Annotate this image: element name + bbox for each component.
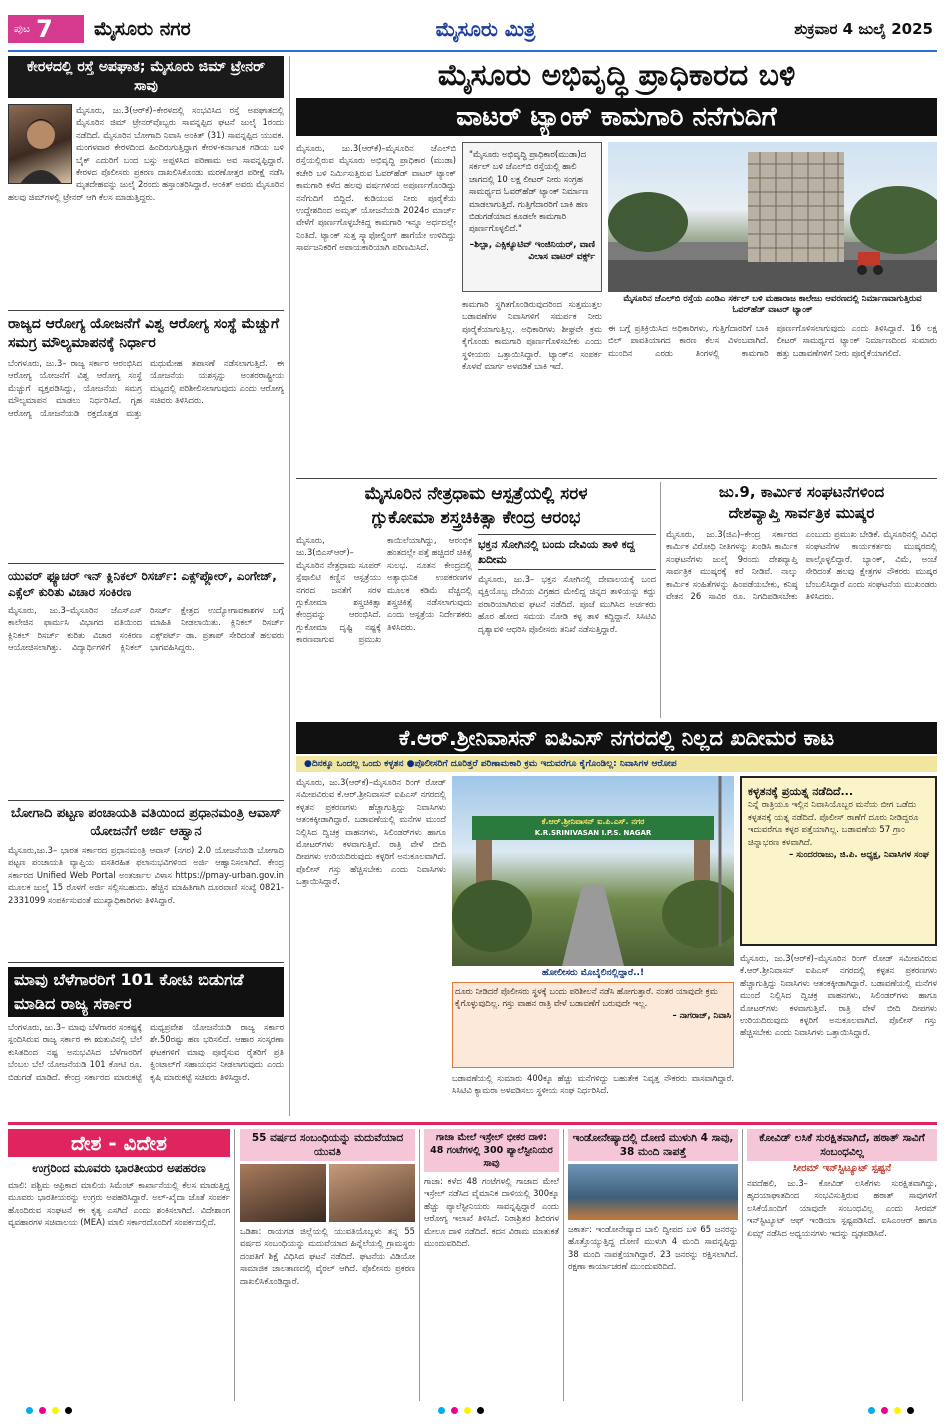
gate-notice [452, 982, 734, 1068]
page-number: 7 [36, 15, 53, 43]
world-banner: ದೇಶ - ವಿದೇಶ [8, 1129, 230, 1157]
gate-body: ಮೈಸೂರು, ಜು.3(ಆರ್‌ಕೆ)–ಮೈಸೂರಿನ ರಿಂಗ್ ರೋಡ್ ಸಮೀಪವಿರುವ ಕೆ.ಆರ್.ಶ್ರೀನಿವಾಸನ್ ಐಪಿಎಸ್ ನಗರದಲ್ಲಿ ಕಳ್ಳತನ ಪ್ರಕರಣಗಳು ಹೆಚ್ಚಾಗುತ್ತಿದ್ದು ನಿವಾಸಿಗಳು ಆತಂಕಕ್ಕೀಡಾಗಿದ್ದಾರೆ. ಬಡಾವಣೆಯಲ್ಲಿ ಮನೆಗಳ ಮುಂದೆ ನಿಲ್ಲಿಸಿದ ದ್ವಿಚಕ್ರ ವಾಹನಗಳು, ಸಿಲಿಂಡರ್‌ಗಳು ಹಾಗೂ ಮೋಟರ್‌ಗಳು ಕಳವಾಗುತ್ತಿವೆ. ರಾತ್ರಿ ವೇಳೆ ಬೀದಿ ದೀಪಗಳು ಉರಿಯದಿರುವುದು ಕಳ್ಳರಿಗೆ ಅನುಕೂಲವಾಗಿದೆ. ಪೊಲೀಸ್ ಗಸ್ತು ಹೆಚ್ಚಿಸಬೇಕು ಎಂದು ನಿವಾಸಿಗಳು ಒತ್ತಾಯಿಸಿದ್ದಾರೆ. [296, 777, 446, 887]
theft-body: ಮೈಸೂರು, ಜು.3– ಭಕ್ತನ ಸೋಗಿನಲ್ಲಿ ದೇವಾಲಯಕ್ಕೆ ಬಂದ ವ್ಯಕ್ತಿಯೊಬ್ಬ ದೇವಿಯ ವಿಗ್ರಹದ ಮೇಲಿದ್ದ ಚಿನ್ನದ ತಾಳಿಯನ್ನು ಕದ್ದು ಪರಾರಿಯಾಗಿರುವ ಘಟನೆ ನಡೆದಿದೆ. ಪೂಜೆ ಮುಗಿಸಿದ ಅರ್ಚಕರು ಹೊರ ಹೋದ ಸಮಯ ನೋಡಿ ಕಳ್ಳ ತಾಳಿ ಕದ್ದಿದ್ದಾನೆ. ಸಿಸಿಟಿವಿ ದೃಶ್ಯಾವಳಿ ಆಧರಿಸಿ ಪೊಲೀಸರು ತನಿಖೆ ನಡೆಸುತ್ತಿದ್ದಾರೆ. [478, 574, 656, 634]
lead-body-1: ಮೈಸೂರು, ಜು.3(ಆರ್‌ಕೆ)–ಮೈಸೂರಿನ ಜೆಎಲ್‌ಬಿ ರಸ್ತೆಯಲ್ಲಿರುವ ಮೈಸೂರು ಅಭಿವೃದ್ಧಿ ಪ್ರಾಧಿಕಾರ (ಮುಡಾ) ಕಚೇರಿ ಬಳಿ ನಿರ್ಮಿಸುತ್ತಿರುವ ಓವರ್‌ಹೆಡ್ ವಾಟರ್ ಟ್ಯಾಂಕ್ ಕಾಮಗಾರಿ ಕಳೆದ ಹಲವು ವರ್ಷಗಳಿಂದ ಅಪೂರ್ಣಗೊಂಡಿದ್ದು ನನೆಗುದಿಗೆ ಬಿದ್ದಿದೆ. ಕುಡಿಯುವ ನೀರು ಪೂರೈಕೆಯ ಉದ್ದೇಶದಿಂದ ಅಮೃತ್ ಯೋಜನೆಯಡಿ 2024ರ ಮಾರ್ಚ್ ವೇಳೆಗೆ ಪೂರ್ಣಗೊಳ್ಳಬೇಕಿದ್ದ ಕಾಮಗಾರಿ ಇನ್ನೂ ಅರ್ಧದಲ್ಲೇ ನಿಂತಿದೆ. ಟ್ಯಾಂಕ್ ಸುತ್ತ ಸ್ಕ್ಯಾಫೋಲ್ಡಿಂಗ್ ಹಾಗೆಯೇ ಉಳಿದಿದ್ದು ಸಾರ್ವಜನಿಕರಿಗೆ ಅಪಾಯಕಾರಿಯಾಗಿ ಪರಿಣಮಿಸಿದೆ. [296, 143, 456, 253]
world-b5: ನವದೆಹಲಿ, ಜು.3– ಕೋವಿಡ್ ಲಸಿಕೆಗಳು ಸುರಕ್ಷಿತವಾಗಿದ್ದು, ಹೃದಯಾಘಾತದಿಂದ ಸಂಭವಿಸುತ್ತಿರುವ ಹಠಾತ್ ಸಾವುಗಳಿಗೆ ಲಸಿಕೆಯೊಂದಿಗೆ ಯಾವುದೇ ಸಂಬಂಧವಿಲ್ಲ ಎಂದು ಸೀರಮ್ ಇನ್‌ಸ್ಟಿಟ್ಯೂಟ್ ಆಫ್ ಇಂಡಿಯಾ ಸ್ಪಷ್ಟಪಡಿಸಿದೆ. ಐಸಿಎಂಆರ್ ಹಾಗೂ ಏಮ್ಸ್ ನಡೆಸಿದ ಅಧ್ಯಯನಗಳು ಇದನ್ನು ದೃಢಪಡಿಸಿವೆ. [747, 1178, 937, 1238]
theft-headline: ಭಕ್ತನ ಸೋಗಿನಲ್ಲಿ ಬಂದು ದೇವಿಯ ತಾಳಿ ಕದ್ದ ಖದೀಮ [478, 534, 656, 570]
kerala-body: ಮೈಸೂರು, ಜು.3(ಆರ್‌ಕೆ)–ಕೇರಳದಲ್ಲಿ ಸಂಭವಿಸಿದ ರಸ್ತೆ ಅಪಘಾತದಲ್ಲಿ ಮೈಸೂರಿನ ಜಿಮ್ ಟ್ರೇನರ್‌ವೊಬ್ಬರು ಸಾವನ್ನಪ್ಪಿದ ಘಟನೆ ಜುಲೈ 1ರಂದು ನಡೆದಿದೆ. ಮೈಸೂರಿನ ಬೋಗಾದಿ ನಿವಾಸಿ ಅಂಕಿತ್ (31) ಸಾವನ್ನಪ್ಪಿದ ಯುವಕ. ಮಂಗಳವಾರ ಕೇರಳದಿಂದ ಹಿಂದಿರುಗುತ್ತಿದ್ದಾಗ ಕೇರಳ-ಕರ್ನಾಟಕ ಗಡಿಯ ಬಳಿ ಬೈಕ್ ಎದುರಿಗೆ ಬಂದ ಬಸ್ಸು ಅಪ್ಪಳಿಸಿದ ಪರಿಣಾಮ ಅವ ಸಾವನ್ನಪ್ಪಿದ್ದಾರೆ. ಕೇರಳದ ಪೊಲೀಸರು ಪ್ರಕರಣ ದಾಖಲಿಸಿಕೊಂಡು ಮರಣೋತ್ತರ ಪರೀಕ್ಷೆ ನಡೆಸಿ ಮೃತದೇಹವನ್ನು ಜುಲೈ 2ರಂದು ಹಸ್ತಾಂತರಿಸಿದ್ದಾರೆ. ಅಂಕಿತ್ ಅವರು ಮೈಸೂರಿನ ಹಲವು ಜಿಮ್‌ಗಳಲ್ಲಿ ಟ್ರೇನರ್ ಆಗಿ ಕೆಲಸ ಮಾಡುತ್ತಿದ್ದರು. [8, 105, 284, 202]
lead-headline-2: ವಾಟರ್ ಟ್ಯಾಂಕ್ ಕಾಮಗಾರಿ ನನೆಗುದಿಗೆ [296, 98, 937, 136]
lead-body-2: ಕಾಮಗಾರಿ ಸ್ಥಗಿತಗೊಂಡಿರುವುದರಿಂದ ಸುತ್ತಮುತ್ತಲ ಬಡಾವಣೆಗಳ ನಿವಾಸಿಗಳಿಗೆ ಸಮರ್ಪಕ ನೀರು ಪೂರೈಕೆಯಾಗುತ್ತಿಲ್ಲ. ಅಧಿಕಾರಿಗಳು ಶೀಘ್ರವೇ ಕ್ರಮ ಕೈಗೊಂಡು ಕಾಮಗಾರಿ ಪೂರ್ಣಗೊಳಿಸಬೇಕು ಎಂದು ಸ್ಥಳೀಯರು ಒತ್ತಾಯಿಸಿದ್ದಾರೆ. ಟ್ಯಾಂಕ್‌ನ ಸಂಪರ್ಕ ಕೊಳವೆ ಮಾರ್ಗ ಅಳವಡಿಕೆ ಬಾಕಿ ಇದೆ. [462, 299, 602, 372]
gate-board-english: K.R.SRINIVASAN I.P.S. NAGAR [534, 829, 652, 837]
glaucoma-headline-1: ಮೈಸೂರಿನ ನೇತ್ರಧಾಮ ಆಸ್ಪತ್ರೆಯಲ್ಲಿ ಸರಳ [364, 484, 588, 504]
water-tank-photo [608, 142, 937, 292]
page-number-box [8, 15, 84, 43]
newspaper-page [8, 8, 937, 1416]
gate-body-2: ಬಡಾವಣೆಯಲ್ಲಿ ಸುಮಾರು 400ಕ್ಕೂ ಹೆಚ್ಚು ಮನೆಗಳಿದ್ದು ಬಹುತೇಕ ನಿವೃತ್ತ ನೌಕರರು ವಾಸವಾಗಿದ್ದಾರೆ. ಸಿಸಿಟಿವಿ ಕ್ಯಾಮರಾ ಅಳವಡಿಸಲು ಸ್ಥಳೀಯ ಸಂಘ ನಿರ್ಧರಿಸಿದೆ. [452, 1073, 734, 1096]
world-h3: ಗಾಜಾ ಮೇಲೆ ಇಸ್ರೇಲ್ ಭೀಕರ ದಾಳಿ: 48 ಗಂಟೆಗಳಲ್ಲಿ 300 ಪ್ಯಾಲೆಸ್ಟೀನಿಯರ ಸಾವು [424, 1129, 559, 1172]
page-label: ಪುಟ [14, 22, 31, 35]
layout-gate-photo [452, 776, 734, 966]
world-h1: ಉಗ್ರರಿಂದ ಮೂವರು ಭಾರತೀಯರ ಅಪಹರಣ [32, 1161, 206, 1175]
gate-side-box [740, 776, 937, 946]
pmay-headline: ಬೋಗಾದಿ ಪಟ್ಟಣ ಪಂಚಾಯತಿ ವತಿಯಿಂದ ಪ್ರಧಾನಮಂತ್ರಿ ಆವಾಸ್ ಯೋಜನೆಗೆ ಅರ್ಜಿ ಆಹ್ವಾನ [10, 806, 282, 839]
world-b1: ಮಾಲಿ: ಪಶ್ಚಿಮ ಆಫ್ರಿಕಾದ ಮಾಲಿಯ ಸಿಮೆಂಟ್ ಕಾರ್ಖಾನೆಯಲ್ಲಿ ಕೆಲಸ ಮಾಡುತ್ತಿದ್ದ ಮೂವರು ಭಾರತೀಯರನ್ನು ಉಗ್ರರು ಅಪಹರಿಸಿದ್ದಾರೆ. ಅಲ್‌-ಖೈದಾ ಜೊತೆ ಸಂಪರ್ಕ ಹೊಂದಿರುವ ಸಂಘಟನೆ ಈ ಕೃತ್ಯ ಎಸಗಿದೆ ಎಂದು ಶಂಕಿಸಲಾಗಿದೆ. ವಿದೇಶಾಂಗ ವ್ಯವಹಾರಗಳ ಸಚಿವಾಲಯ (MEA) ಮಾಲಿ ಸರ್ಕಾರದೊಂದಿಗೆ ಸಂಪರ್ಕದಲ್ಲಿದೆ. [8, 1180, 230, 1228]
strike-headline-2: ದೇಶವ್ಯಾಪ್ತಿ ಸಾರ್ವತ್ರಿಕ ಮುಷ್ಕರ [728, 504, 875, 522]
health-body: ಬೆಂಗಳೂರು, ಜು.3– ರಾಜ್ಯ ಸರ್ಕಾರ ಆರಂಭಿಸಿದ ಆರೋಗ್ಯ ಯೋಜನೆಗೆ ವಿಶ್ವ ಆರೋಗ್ಯ ಸಂಸ್ಥೆ ಮೆಚ್ಚುಗೆ ವ್ಯಕ್ತಪಡಿಸಿದ್ದು, ಯೋಜನೆಯ ಸಮಗ್ರ ಮೌಲ್ಯಮಾಪನ ಮಾಡಲು ನಿರ್ಧರಿಸಿದೆ. ಗೃಹ ಆರೋಗ್ಯ ಯೋಜನೆಯಡಿ ರಕ್ತದೊತ್ತಡ ಮತ್ತು ಮಧುಮೇಹ ತಪಾಸಣೆ ನಡೆಸಲಾಗುತ್ತಿದೆ. ಈ ಯೋಜನೆಯ ಯಶಸ್ಸನ್ನು ಅಂತರರಾಷ್ಟ್ರೀಯ ಮಟ್ಟದಲ್ಲಿ ಪರಿಶೀಲಿಸಲಾಗುವುದು ಎಂದು ಆರೋಗ್ಯ ಸಚಿವರು ತಿಳಿಸಿದರು. [8, 358, 284, 418]
world-photo-1 [240, 1164, 326, 1222]
paper-name: ಮೈಸೂರು ಮಿತ್ರ [435, 17, 536, 41]
world-photo-2 [329, 1164, 415, 1222]
left-column [8, 56, 284, 1116]
color-registration-right [868, 1407, 914, 1414]
world-b2: ಒಡಿಶಾ: ರಾಯಗಡ ಜಿಲ್ಲೆಯಲ್ಲಿ ಯುವತಿಯೊಬ್ಬಳು ತನ್ನ 55 ವರ್ಷದ ಸಂಬಂಧಿಯನ್ನು ಮದುವೆಯಾದ ಹಿನ್ನೆಲೆಯಲ್ಲಿ ಗ್ರಾಮಸ್ಥರು ದಂಪತಿಗೆ ಶಿಕ್ಷೆ ವಿಧಿಸಿದ ಘಟನೆ ನಡೆದಿದೆ. ಘಟನೆಯ ವಿಡಿಯೋ ಸಾಮಾಜಿಕ ಜಾಲತಾಣದಲ್ಲಿ ವೈರಲ್ ಆಗಿದೆ. ಪೊಲೀಸರು ಪ್ರಕರಣ ದಾಖಲಿಸಿಕೊಂಡಿದ್ದಾರೆ. [240, 1226, 415, 1286]
lead-quote-box [462, 142, 602, 292]
color-registration-center [438, 1407, 484, 1414]
world-b3: ಗಾಜಾ: ಕಳೆದ 48 ಗಂಟೆಗಳಲ್ಲಿ ಗಾಜಾದ ಮೇಲೆ ಇಸ್ರೇಲ್ ನಡೆಸಿದ ವೈಮಾನಿಕ ದಾಳಿಯಲ್ಲಿ 300ಕ್ಕೂ ಹೆಚ್ಚು ಪ್ಯಾಲೆಸ್ಟೀನಿಯರು ಸಾವನ್ನಪ್ಪಿದ್ದಾರೆ ಎಂದು ಆರೋಗ್ಯ ಇಲಾಖೆ ತಿಳಿಸಿದೆ. ನಿರಾಶ್ರಿತರ ಶಿಬಿರಗಳ ಮೇಲೂ ದಾಳಿ ನಡೆದಿದೆ. ಕದನ ವಿರಾಮ ಮಾತುಕತೆ ಮುಂದುವರಿದಿದೆ. [424, 1176, 559, 1249]
color-registration-left [26, 1407, 72, 1414]
lead-body-3: ಈ ಬಗ್ಗೆ ಪ್ರತಿಕ್ರಿಯಿಸಿದ ಅಧಿಕಾರಿಗಳು, ಗುತ್ತಿಗೆದಾರರಿಗೆ ಬಾಕಿ ಬಿಲ್ ಪಾವತಿಯಾಗದ ಕಾರಣ ಕೆಲಸ ವಿಳಂಬವಾಗಿದೆ. ಮುಂದಿನ ಎರಡು ತಿಂಗಳಲ್ಲಿ ಕಾಮಗಾರಿ ಪೂರ್ಣಗೊಳಿಸಲಾಗುವುದು ಎಂದು ತಿಳಿಸಿದ್ದಾರೆ. 16 ಲಕ್ಷ ಲೀಟರ್ ಸಾಮರ್ಥ್ಯದ ಟ್ಯಾಂಕ್ ನಿರ್ಮಾಣದಿಂದ ಸುಮಾರು ಹತ್ತು ಬಡಾವಣೆಗಳಿಗೆ ನೀರು ಪೂರೈಕೆಯಾಗಲಿದೆ. [608, 323, 937, 358]
lead-story [296, 56, 937, 476]
gate-side-by: – ಸುಂದರರಾಜು, ಜಿ.ಪಿ. ಅಧ್ಯಕ್ಷ, ನಿವಾಸಿಗಳ ಸಂಘ [789, 850, 929, 861]
gate-side-title: ಕಳ್ಳತನಕ್ಕೆ ಪ್ರಯತ್ನ ನಡೆದಿದೆ... [748, 785, 854, 798]
glaucoma-body: ಮೈಸೂರು, ಜು.3(ಬಿಎಸ್‌ಆರ್)– ಮೈಸೂರಿನ ನೇತ್ರಧಾಮ ಸೂಪರ್ ಸ್ಪೆಷಾಲಿಟಿ ಕಣ್ಣಿನ ಆಸ್ಪತ್ರೆಯು ನಗರದ ಜನತೆಗೆ ಸರಳ ಗ್ಲುಕೋಮಾ ಶಸ್ತ್ರಚಿಕಿತ್ಸಾ ಕೇಂದ್ರವನ್ನು ಆರಂಭಿಸಿದೆ. ಗ್ಲುಕೋಮಾ ದೃಷ್ಟಿ ನಷ್ಟಕ್ಕೆ ಕಾರಣವಾಗುವ ಪ್ರಮುಖ ಕಾಯಿಲೆಯಾಗಿದ್ದು, ಆರಂಭಿಕ ಹಂತದಲ್ಲೇ ಪತ್ತೆ ಹಚ್ಚಿದರೆ ಚಿಕಿತ್ಸೆ ಸುಲಭ. ನೂತನ ಕೇಂದ್ರದಲ್ಲಿ ಅತ್ಯಾಧುನಿಕ ಉಪಕರಣಗಳ ಮೂಲಕ ಕಡಿಮೆ ವೆಚ್ಚದಲ್ಲಿ ಶಸ್ತ್ರಚಿಕಿತ್ಸೆ ನಡೆಸಲಾಗುವುದು ಎಂದು ಆಸ್ಪತ್ರೆಯ ನಿರ್ದೇಶಕರು ತಿಳಿಸಿದರು. [296, 535, 472, 645]
research-body: ಮೈಸೂರು, ಜು.3–ಮೈಸೂರಿನ ಜೆಎಸ್‌ಎಸ್ ಕಾಲೇಜಿನ ಫಾರ್ಮಸಿ ವಿಭಾಗದ ವತಿಯಿಂದ ಕ್ಲಿನಿಕಲ್ ರಿಸರ್ಚ್ ಕುರಿತು ವಿಚಾರ ಸಂಕಿರಣ ಆಯೋಜಿಸಲಾಗಿತ್ತು. ವಿದ್ಯಾರ್ಥಿಗಳಿಗೆ ಕ್ಲಿನಿಕಲ್ ರಿಸರ್ಚ್ ಕ್ಷೇತ್ರದ ಉದ್ಯೋಗಾವಕಾಶಗಳ ಬಗ್ಗೆ ಮಾಹಿತಿ ನೀಡಲಾಯಿತು. ಕ್ಲಿನಿಕಲ್ ರಿಸರ್ಚ್ ಎಕ್ಸ್‌ಪರ್ಟ್ ಡಾ. ಪ್ರತಾಪ್ ಸೇರಿದಂತೆ ಹಲವರು ಭಾಗವಹಿಸಿದ್ದರು. [8, 605, 284, 653]
world-h5: ಕೋವಿಡ್‌ ಲಸಿಕೆ ಸುರಕ್ಷಿತವಾಗಿದೆ, ಹಠಾತ್ ಸಾವಿಗೆ ಸಂಬಂಧವಿಲ್ಲ [747, 1129, 937, 1161]
gate-headline: ಕೆ.ಆರ್.ಶ್ರೀನಿವಾಸನ್ ಐಪಿಎಸ್ ನಗರದಲ್ಲಿ ನಿಲ್ಲದ ಖದೀಮರ ಕಾಟ [296, 722, 937, 754]
research-headline: ಯುವರ್ ಫ್ಯೂಚರ್ ಇನ್ ಕ್ಲಿನಿಕಲ್ ರಿಸರ್ಚ್: ಎಕ್ಸ್‌ಪ್ಲೋರ್, ಎಂಗೇಜ್, ಎಕ್ಸೆಲ್ ಕುರಿತು ವಿಚಾರ ಸಂಕಿರಣ [8, 569, 277, 599]
world-h2: 55 ವರ್ಷದ ಸಂಬಂಧಿಯನ್ನು ಮದುವೆಯಾದ ಯುವತಿ [240, 1129, 415, 1161]
gate-body-3: ಮೈಸೂರು, ಜು.3(ಆರ್‌ಕೆ)–ಮೈಸೂರಿನ ರಿಂಗ್ ರೋಡ್ ಸಮೀಪವಿರುವ ಕೆ.ಆರ್.ಶ್ರೀನಿವಾಸನ್ ಐಪಿಎಸ್ ನಗರದಲ್ಲಿ ಕಳ್ಳತನ ಪ್ರಕರಣಗಳು ಹೆಚ್ಚಾಗುತ್ತಿದ್ದು ನಿವಾಸಿಗಳು ಆತಂಕಕ್ಕೀಡಾಗಿದ್ದಾರೆ. ಬಡಾವಣೆಯಲ್ಲಿ ಮನೆಗಳ ಮುಂದೆ ನಿಲ್ಲಿಸಿದ ದ್ವಿಚಕ್ರ ವಾಹನಗಳು, ಸಿಲಿಂಡರ್‌ಗಳು ಹಾಗೂ ಮೋಟರ್‌ಗಳು ಕಳವಾಗುತ್ತಿವೆ. ರಾತ್ರಿ ವೇಳೆ ಬೀದಿ ದೀಪಗಳು ಉರಿಯದಿರುವುದು ಕಳ್ಳರಿಗೆ ಅನುಕೂಲವಾಗಿದೆ. ಪೊಲೀಸ್ ಗಸ್ತು ಹೆಚ್ಚಿಸಬೇಕು ಎಂದು ನಿವಾಸಿಗಳು ಒತ್ತಾಯಿಸಿದ್ದಾರೆ. [740, 953, 937, 1038]
lead-photo-caption: ಮೈಸೂರಿನ ಜೆಎಲ್‌ಬಿ ರಸ್ತೆಯ ಎಂಡಿಎ ಸರ್ಕಲ್ ಬಳಿ ಮಹಾರಾಜ ಕಾಲೇಜು ಆವರಣದಲ್ಲಿ ನಿರ್ಮಾಣವಾಗುತ್ತಿರುವ ಓವರ್‌ಹೆಡ್ ವಾಟರ್ ಟ್ಯಾಂಕ್ [623, 294, 922, 315]
masthead [8, 8, 937, 52]
date-line: ಶುಕ್ರವಾರ 4 ಜುಲೈ 2025 [794, 20, 933, 38]
health-headline: ರಾಜ್ಯದ ಆರೋಗ್ಯ ಯೋಜನೆಗೆ ವಿಶ್ವ ಆರೋಗ್ಯ ಸಂಸ್ಥೆ ಮೆಚ್ಚುಗೆ ಸಮಗ್ರ ಮೌಲ್ಯಮಾಪನಕ್ಕೆ ನಿರ್ಧಾರ [8, 316, 280, 351]
world-b4: ಜಕಾರ್ತ: ಇಂಡೋನೇಷ್ಯಾದ ಬಾಲಿ ದ್ವೀಪದ ಬಳಿ 65 ಜನರನ್ನು ಹೊತ್ತೊಯ್ಯುತ್ತಿದ್ದ ದೋಣಿ ಮುಳುಗಿ 4 ಮಂದಿ ಸಾವನ್ನಪ್ಪಿದ್ದು 38 ಮಂದಿ ನಾಪತ್ತೆಯಾಗಿದ್ದಾರೆ. 23 ಜನರನ್ನು ರಕ್ಷಿಸಲಾಗಿದೆ. ರಕ್ಷಣಾ ಕಾರ್ಯಾಚರಣೆ ಮುಂದುವರಿದಿದೆ. [568, 1224, 738, 1272]
gate-strip: ●ದಿನಕ್ಕೂ ಒಂದಲ್ಲ ಒಂದು ಕಳ್ಳತನ ●ಪೊಲೀಸರಿಗೆ ದೂರಿತ್ತರೆ ಪರಿಣಾಮಕಾರಿ ಕ್ರಮ ಇದುವರೆಗೂ ಕೈಗೊಂಡಿಲ್ಲ: ನಿವಾಸಿಗಳ ಆರೋಪ [296, 756, 937, 772]
gate-notice-text: ದೂರು ನೀಡಿದರೆ ಪೊಲೀಸರು ಸ್ಥಳಕ್ಕೆ ಬಂದು ಪರಿಶೀಲನೆ ನಡೆಸಿ ಹೋಗುತ್ತಾರೆ. ನಂತರ ಯಾವುದೇ ಕ್ರಮ ಕೈಗೊಳ್ಳುವುದಿಲ್ಲ. ಗಸ್ತು ವಾಹನ ರಾತ್ರಿ ವೇಳೆ ಬಡಾವಣೆಗೆ ಬರುವುದೇ ಇಲ್ಲ. [455, 986, 718, 1008]
lead-quote-by: –ಶಿಲ್ಪಾ, ಎಕ್ಸಿಕ್ಯೂಟಿವ್ ಇಂಜಿನಿಯರ್, ವಾಣಿ ವಿಲಾಸ ವಾಟರ್ ವರ್ಕ್ಸ್ [469, 239, 595, 263]
world-section [8, 1122, 937, 1404]
gate-story [296, 722, 937, 1118]
world-h5-sub: ಸೀರಮ್ ಇನ್‌ಸ್ಟಿಟ್ಯೂಟ್ ಸ್ಪಷ್ಟನೆ [792, 1163, 892, 1174]
world-h4: ಇಂಡೋನೇಷ್ಯಾದಲ್ಲಿ ದೋಣಿ ಮುಳುಗಿ 4 ಸಾವು, 38 ಮಂದಿ ನಾಪತ್ತೆ [568, 1129, 738, 1161]
strike-headline-1: ಜು.9, ಕಾರ್ಮಿಕ ಸಂಘಟನೆಗಳಿಂದ [718, 483, 885, 501]
kerala-headline: ಕೇರಳದಲ್ಲಿ ರಸ್ತೆ ಅಪಘಾತ; ಮೈಸೂರು ಜಿಮ್ ಟ್ರೇನರ್ ಸಾವು [8, 56, 284, 98]
glaucoma-headline-2: ಗ್ಲುಕೋಮಾ ಶಸ್ತ್ರಚಿಕಿತ್ಸಾ ಕೇಂದ್ರ ಆರಂಭ [371, 508, 581, 528]
pmay-body: ಮೈಸೂರು,ಜು.3– ಭಾರತ ಸರ್ಕಾರದ ಪ್ರಧಾನಮಂತ್ರಿ ಆವಾಸ್ (ನಗರ) 2.0 ಯೋಜನೆಯಡಿ ಬೋಗಾದಿ ಪಟ್ಟಣ ಪಂಚಾಯತಿ ವ್ಯಾಪ್ತಿಯ ವಸತಿರಹಿತ ಫಲಾನುಭವಿಗಳಿಂದ ಅರ್ಜಿ ಆಹ್ವಾನಿಸಲಾಗಿದೆ. ಕೇಂದ್ರ ಸರ್ಕಾರದ Unified Web Portal ಅಂತರ್ಜಾಲ ವಿಳಾಸ https://pmay-urban.gov.in ಮೂಲಕ ಜುಲೈ 15 ರೊಳಗೆ ಅರ್ಜಿ ಸಲ್ಲಿಸಬಹುದು. ಹೆಚ್ಚಿನ ಮಾಹಿತಿಗಾಗಿ ದೂರವಾಣಿ ಸಂಖ್ಯೆ 0821-2331099 ಸಂಪರ್ಕಿಸುವಂತೆ ಮುಖ್ಯಾಧಿಕಾರಿಗಳು ತಿಳಿಸಿದ್ದಾರೆ. [8, 845, 284, 905]
gate-notice-by: – ನಾಗರಾಜ್, ನಿವಾಸಿ [672, 1010, 731, 1020]
mango-body: ಬೆಂಗಳೂರು, ಜು.3– ಮಾವು ಬೆಳೆಗಾರರ ಸಂಕಷ್ಟಕ್ಕೆ ಸ್ಪಂದಿಸಿರುವ ರಾಜ್ಯ ಸರ್ಕಾರ ಈ ಋತುವಿನಲ್ಲಿ ಬೆಲೆ ಕುಸಿತದಿಂದ ನಷ್ಟ ಅನುಭವಿಸಿದ ಬೆಳೆಗಾರರಿಗೆ ಬೆಂಬಲ ಬೆಲೆ ಯೋಜನೆಯಡಿ 101 ಕೋಟಿ ರೂ. ಬಿಡುಗಡೆ ಮಾಡಿದೆ. ಕೇಂದ್ರ ಸರ್ಕಾರದ ಮಾರುಕಟ್ಟೆ ಮಧ್ಯಪ್ರವೇಶ ಯೋಜನೆಯಡಿ ರಾಜ್ಯ ಸರ್ಕಾರ ಶೇ.50ರಷ್ಟು ಹಣ ಭರಿಸಲಿದೆ. ಆಹಾರ ಸಂಸ್ಕರಣಾ ಘಟಕಗಳಿಗೆ ಮಾವು ಪೂರೈಸುವ ರೈತರಿಗೆ ಪ್ರತಿ ಕ್ವಿಂಟಾಲ್‌ಗೆ ಸಹಾಯಧನ ನೀಡಲಾಗುವುದು ಎಂದು ಕೃಷಿ ಮಾರುಕಟ್ಟೆ ಸಚಿವರು ತಿಳಿಸಿದ್ದಾರೆ. [8, 1022, 284, 1082]
lead-headline-1: ಮೈಸೂರು ಅಭಿವೃದ್ಧಿ ಪ್ರಾಧಿಕಾರದ ಬಳಿ [437, 58, 796, 93]
glaucoma-story [296, 482, 656, 718]
section-name: ಮೈಸೂರು ನಗರ [94, 18, 191, 40]
strike-story [666, 482, 937, 718]
gate-side-body: ನಿನ್ನೆ ರಾತ್ರಿಯೂ ಇಲ್ಲಿನ ನಿವಾಸಿಯೊಬ್ಬರ ಮನೆಯ ಬೀಗ ಒಡೆದು ಕಳ್ಳತನಕ್ಕೆ ಯತ್ನ ನಡೆದಿದೆ. ಪೊಲೀಸ್ ಠಾಣೆಗೆ ದೂರು ನೀಡಿದ್ದರೂ ಇದುವರೆಗೂ ಕಳ್ಳರ ಪತ್ತೆಯಾಗಿಲ್ಲ. ಬಡಾವಣೆಯ 57 ಗ್ರಾಂ ಚಿನ್ನಾಭರಣ ಕಳವಾಗಿದೆ. [748, 800, 919, 848]
mango-headline: ಮಾವು ಬೆಳೆಗಾರರಿಗೆ 101 ಕೋಟಿ ಬಿಡುಗಡೆ ಮಾಡಿದ ರಾಜ್ಯ ಸರ್ಕಾರ [8, 967, 284, 1017]
strike-body: ಮೈಸೂರು, ಜು.3(ಜಿಎ)–ಕೇಂದ್ರ ಸರ್ಕಾರದ ಕಾರ್ಮಿಕ ವಿರೋಧಿ ನೀತಿಗಳನ್ನು ಖಂಡಿಸಿ ಕಾರ್ಮಿಕ ಸಂಘಟನೆಗಳು ಜುಲೈ 9ರಂದು ದೇಶವ್ಯಾಪ್ತಿ ಸಾರ್ವತ್ರಿಕ ಮುಷ್ಕರಕ್ಕೆ ಕರೆ ನೀಡಿವೆ. ನಾಲ್ಕು ಕಾರ್ಮಿಕ ಸಂಹಿತೆಗಳನ್ನು ಹಿಂಪಡೆಯಬೇಕು, ಕನಿಷ್ಠ ವೇತನ 26 ಸಾವಿರ ರೂ. ನಿಗದಿಪಡಿಸಬೇಕು ಎಂಬುದು ಪ್ರಮುಖ ಬೇಡಿಕೆ. ಮೈಸೂರಿನಲ್ಲಿ ವಿವಿಧ ಸಂಘಟನೆಗಳ ಕಾರ್ಯಕರ್ತರು ಮುಷ್ಕರದಲ್ಲಿ ಪಾಲ್ಗೊಳ್ಳಲಿದ್ದಾರೆ. ಬ್ಯಾಂಕ್, ವಿಮೆ, ಅಂಚೆ ಸೇರಿದಂತೆ ಹಲವು ಕ್ಷೇತ್ರಗಳ ನೌಕರರು ಮುಷ್ಕರ ಬೆಂಬಲಿಸಿದ್ದಾರೆ ಎಂದು ಸಂಘಟನೆಯ ಮುಖಂಡರು ತಿಳಿಸಿದರು. [666, 529, 937, 602]
lead-quote: "ಮೈಸೂರು ಅಭಿವೃದ್ಧಿ ಪ್ರಾಧಿಕಾರ(ಮುಡಾ)ದ ಸರ್ಕಲ್ ಬಳಿ ಜೆಎಲ್‌ಬಿ ರಸ್ತೆಯಲ್ಲಿ ಹಾಲಿ ಜಾಗದಲ್ಲಿ 10 ಲಕ್ಷ ಲೀಟರ್ ನೀರು ಸಂಗ್ರಹ ಸಾಮರ್ಥ್ಯದ ಓವರ್‌ಹೆಡ್ ಟ್ಯಾಂಕ್ ನಿರ್ಮಾಣ ಮಾಡಲಾಗುತ್ತಿದೆ. ಗುತ್ತಿಗೆದಾರರಿಗೆ ಬಾಕಿ ಹಣ ಬಿಡುಗಡೆಯಾದ ಕೂಡಲೇ ಕಾಮಗಾರಿ ಪೂರ್ಣಗೊಳ್ಳಲಿದೆ." [469, 150, 589, 235]
boat-photo [568, 1164, 738, 1220]
gate-board-kannada: ಕೆ.ಆರ್.ಶ್ರೀನಿವಾಸನ್ ಐ.ಪಿ.ಎಸ್. ನಗರ [541, 817, 645, 826]
gate-photo-caption: ಹೋಲೀಸರು ಮೊಬೈಲಿನಲ್ಲಿದ್ದಾರೆ..! [541, 968, 645, 978]
